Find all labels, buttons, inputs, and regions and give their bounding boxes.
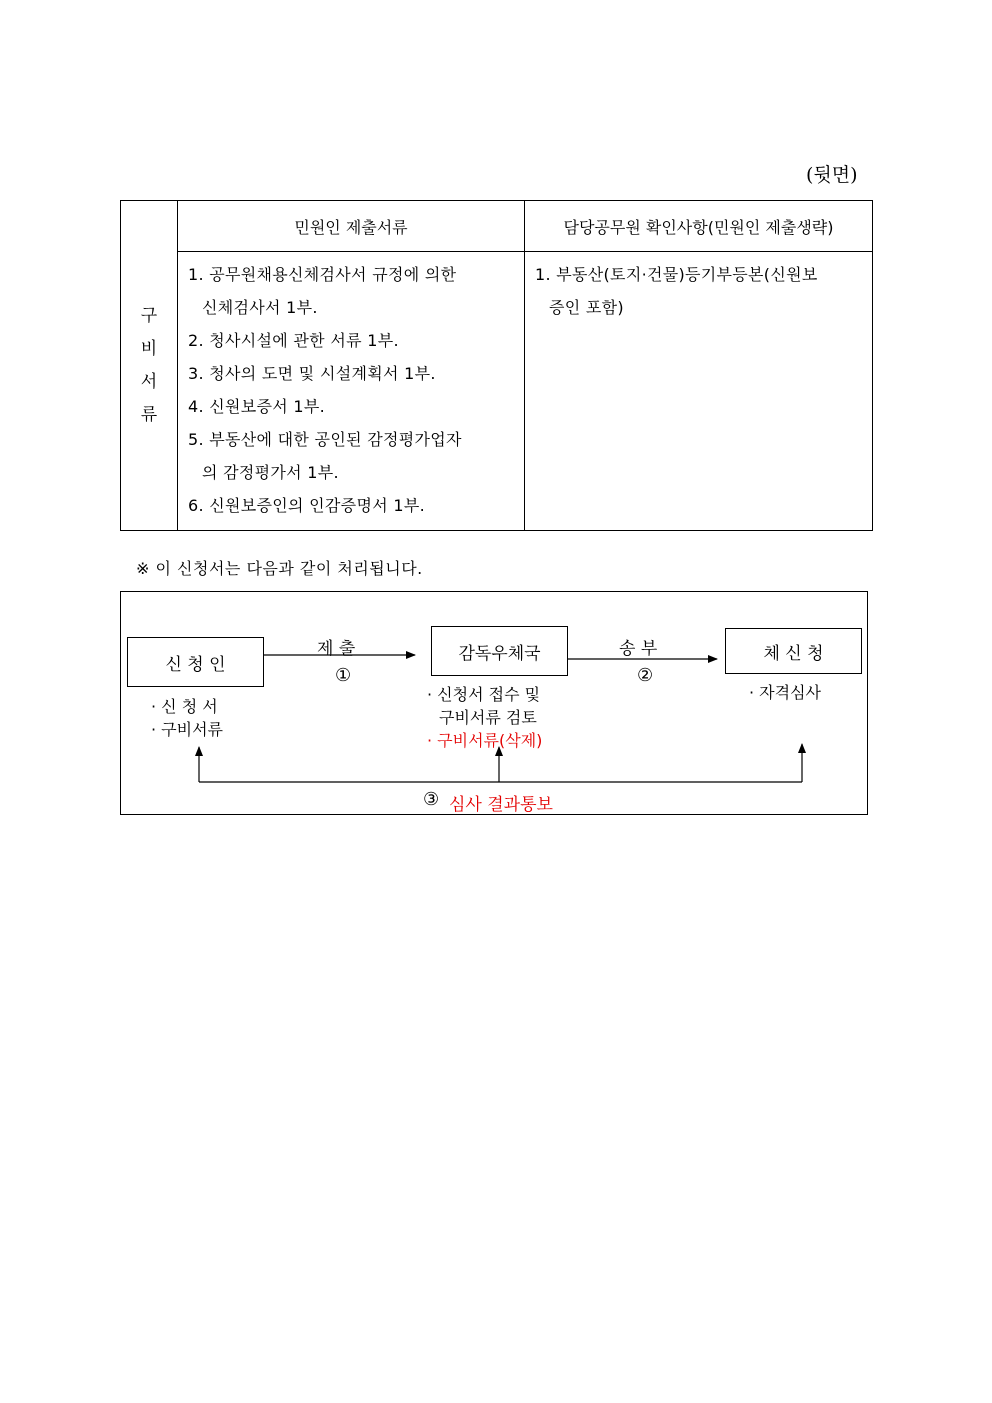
row-header-char: 류: [140, 404, 158, 425]
list-item: 5. 부동산에 대한 공인된 감정평가업자 의 감정평가서 1부.: [188, 430, 462, 482]
list-item: 2. 청사시설에 관한 서류 1부.: [188, 331, 399, 350]
processing-note: ※ 이 신청서는 다음과 같이 처리됩니다.: [136, 559, 423, 578]
applicant-documents-header: 민원인 제출서류: [178, 201, 525, 252]
applicant-documents-list: [178, 252, 524, 530]
list-item: 1. 공무원채용신체검사서 규정에 의한 신체검사서 1부.: [188, 265, 457, 317]
office-note-deleted: · 구비서류(삭제): [427, 731, 543, 750]
official-check-list: [525, 252, 872, 332]
row-header-char: 구: [140, 305, 158, 326]
row-header-char: 서: [140, 371, 158, 392]
office-note: · 신청서 접수 및: [427, 685, 541, 704]
step1-label: 제 출: [317, 639, 356, 659]
row-header-char: 비: [140, 338, 158, 359]
agency-note: · 자격심사: [749, 683, 821, 702]
applicant-note: · 구비서류: [151, 720, 223, 739]
page-side-label: (뒷면): [806, 164, 858, 186]
required-documents-row-header: [121, 201, 178, 531]
official-check-cell: [525, 252, 873, 531]
official-check-header: 담당공무원 확인사항(민원인 제출생략): [525, 201, 873, 252]
office-note: 구비서류 검토: [439, 708, 537, 727]
step2-number: ②: [637, 665, 654, 686]
list-item: 1. 부동산(토지·건물)등기부등본(신원보 증인 포함): [535, 265, 818, 317]
step2-label: 송 부: [619, 639, 658, 659]
step3-label: 심사 결과통보: [449, 795, 553, 815]
step1-number: ①: [335, 665, 352, 686]
list-item: 3. 청사의 도면 및 시설계획서 1부.: [188, 364, 436, 383]
agency-box: 체 신 청: [725, 628, 862, 674]
list-item: 6. 신원보증인의 인감증명서 1부.: [188, 496, 425, 515]
applicant-box: 신 청 인: [127, 637, 264, 687]
list-item: 4. 신원보증서 1부.: [188, 397, 326, 416]
applicant-documents-cell: [178, 252, 525, 531]
required-documents-table: [120, 200, 873, 531]
step3-number: ③: [423, 789, 440, 810]
process-flow-diagram: [120, 591, 868, 815]
supervising-post-office-box: 감독우체국: [431, 626, 568, 676]
applicant-note: · 신 청 서: [151, 697, 218, 716]
